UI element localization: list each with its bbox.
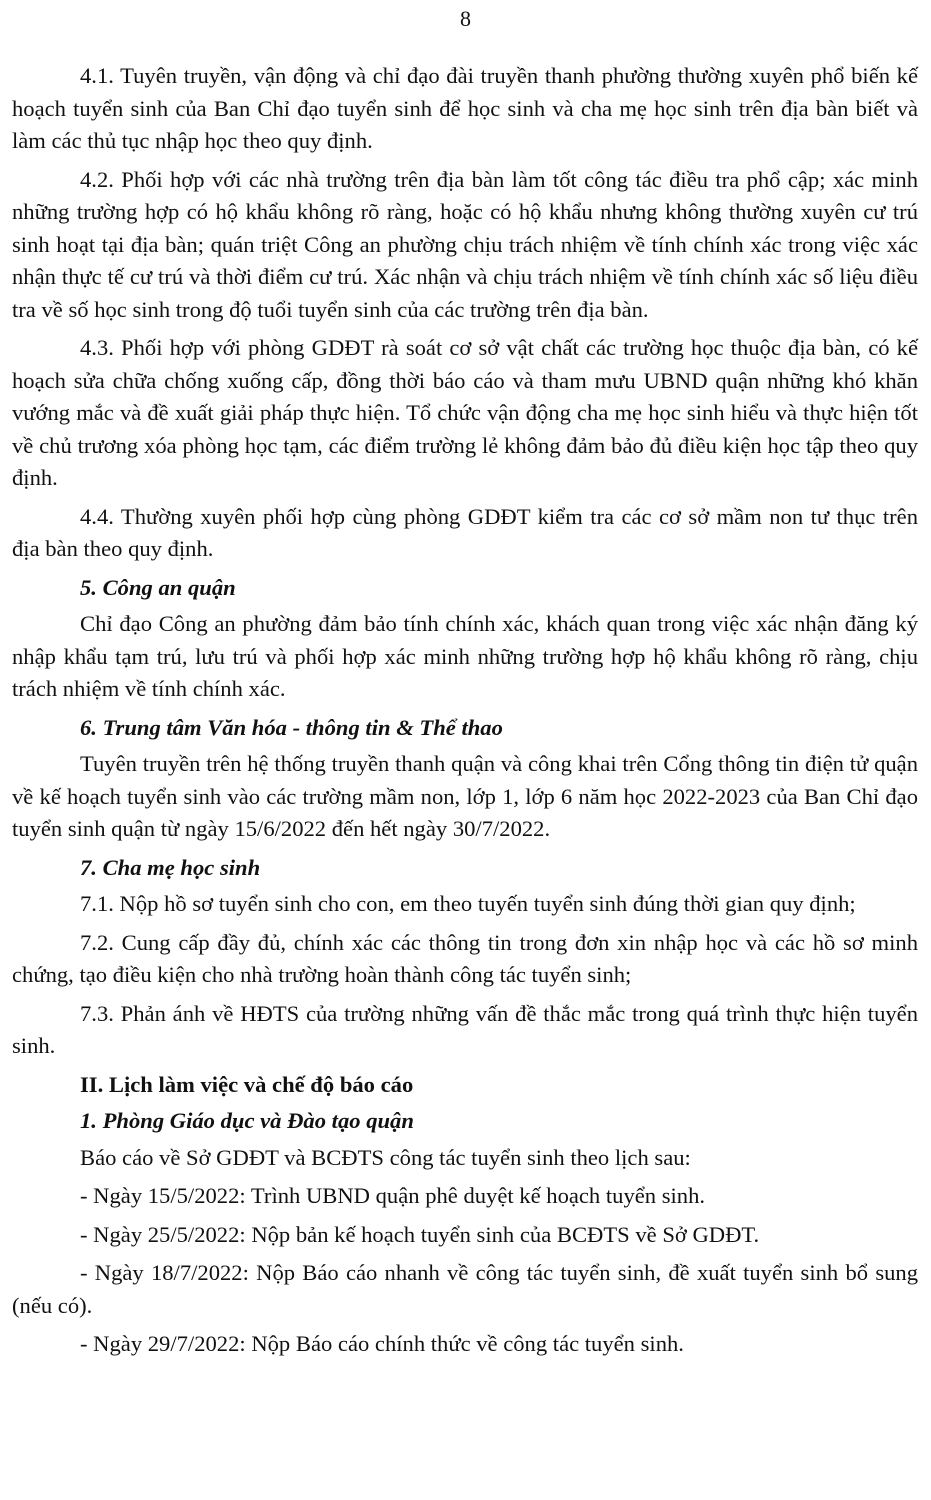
paragraph-trung-tam: Tuyên truyền trên hệ thống truyền thanh quận và công khai trên Cổng thông tin điện tử quận về kế hoạch tuyển sinh vào các trường mầm non, lớp 1, lớp 6 năm học 2022-2023 của Ban Chỉ đạo tuyển sinh quận từ ngày 15/6/2022 đến hết ngày 30/7/2022. (12, 751, 918, 841)
heading-trung-tam-van-hoa: 6. Trung tâm Văn hóa - thông tin & Thể thao (80, 714, 503, 740)
document-body (12, 60, 918, 1367)
paragraph-cong-an: Chỉ đạo Công an phường đảm bảo tính chính xác, khách quan trong việc xác nhận đăng ký nhập khẩu tạm trú, lưu trú và phối hợp xác minh những trường hợp hộ khẩu không rõ ràng, chịu trách nhiệm về tính chính xác. (12, 611, 918, 701)
paragraph-bao-cao: Báo cáo về Sở GDĐT và BCĐTS công tác tuyển sinh theo lịch sau: (80, 1144, 691, 1170)
heading-cong-an-quan: 5. Công an quận (80, 574, 236, 600)
page-number: 8 (460, 6, 471, 31)
paragraph-7-2: 7.2. Cung cấp đầy đủ, chính xác các thông tin trong đơn xin nhập học và các hồ sơ minh chứng, tạo điều kiện cho nhà trường hoàn thành công tác tuyển sinh; (12, 929, 918, 987)
schedule-item: - Ngày 15/5/2022: Trình UBND quận phê duyệt kế hoạch tuyển sinh. (80, 1183, 706, 1208)
heading-cha-me-hoc-sinh: 7. Cha mẹ học sinh (80, 854, 261, 880)
schedule-item: - Ngày 25/5/2022: Nộp bản kế hoạch tuyển sinh của BCĐTS về Sở GDĐT. (80, 1221, 760, 1247)
paragraph-4-3: 4.3. Phối hợp với phòng GDĐT rà soát cơ sở vật chất các trường học thuộc địa bàn, có kế hoạch sửa chữa chống xuống cấp, đồng thời báo cáo và tham mưu UBND quận những khó khăn vướng mắc và đề xuất giải pháp thực hiện. Tổ chức vận động cha mẹ học sinh hiểu và thực hiện tốt về chủ trương xóa phòng học tạm, các điểm trường lẻ không đảm bảo đủ điều kiện học tập theo quy định. (12, 335, 918, 490)
paragraph-4-4: 4.4. Thường xuyên phối hợp cùng phòng GDĐT kiểm tra các cơ sở mầm non tư thục trên địa bàn theo quy định. (12, 503, 918, 561)
paragraph-4-2: 4.2. Phối hợp với các nhà trường trên địa bàn làm tốt công tác điều tra phổ cập; xác minh những trường hợp có hộ khẩu không rõ ràng, hoặc có hộ khẩu nhưng không thường xuyên cư trú sinh hoạt tại địa bàn; quán triệt Công an phường chịu trách nhiệm về tính chính xác trong việc xác nhận thực tế cư trú và thời điểm cư trú. Xác nhận và chịu trách nhiệm về tính chính xác số liệu điều tra về số học sinh trong độ tuổi tuyển sinh của các trường trên địa bàn. (12, 166, 918, 322)
schedule-item: - Ngày 18/7/2022: Nộp Báo cáo nhanh về công tác tuyển sinh, đề xuất tuyển sinh bổ sung (nếu có). (12, 1260, 918, 1318)
paragraph-7-1: 7.1. Nộp hồ sơ tuyển sinh cho con, em theo tuyến tuyển sinh đúng thời gian quy định; (80, 891, 856, 916)
heading-phong-giao-duc: 1. Phòng Giáo dục và Đào tạo quận (80, 1108, 414, 1133)
heading-lich-lam-viec: II. Lịch làm việc và chế độ báo cáo (80, 1071, 414, 1097)
paragraph-7-3: 7.3. Phản ánh về HĐTS của trường những vấn đề thắc mắc trong quá trình thực hiện tuyển sinh. (12, 1000, 918, 1058)
paragraph-4-1: 4.1. Tuyên truyền, vận động và chỉ đạo đài truyền thanh phường thường xuyên phổ biến kế hoạch tuyển sinh của Ban Chỉ đạo tuyển sinh để học sinh và cha mẹ học sinh trên địa bàn biết và làm các thủ tục nhập học theo quy định. (12, 63, 918, 153)
schedule-item: - Ngày 29/7/2022: Nộp Báo cáo chính thức về công tác tuyển sinh. (80, 1331, 684, 1356)
